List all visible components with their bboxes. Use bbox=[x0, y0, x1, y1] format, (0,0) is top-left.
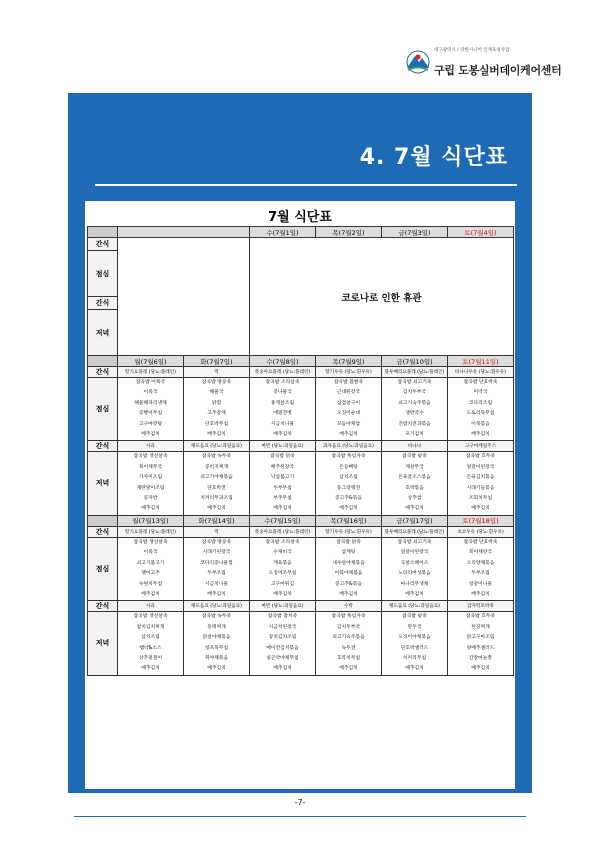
menu-item: 북어채양국 bbox=[468, 550, 493, 556]
menu-item: 홍게살조림 bbox=[270, 400, 295, 406]
day-header: 월(7월13일) bbox=[118, 515, 184, 526]
menu-item: 치커리무과조림 bbox=[200, 496, 233, 502]
snack-cell: 딸기우유 (당뇨:흰우유) bbox=[316, 367, 382, 378]
menu-item: 콩나물국 bbox=[273, 390, 292, 396]
menu-item: 잡곡밥 닭죽 bbox=[336, 539, 361, 545]
menu-item: 배추김치 bbox=[405, 666, 424, 672]
menu-item: 삼치조림 bbox=[339, 475, 358, 481]
menu-item: 고구마맛탕 bbox=[138, 421, 163, 427]
menu-item: 배추김치 bbox=[141, 432, 160, 438]
day-header: 토(7월4일) bbox=[448, 227, 514, 238]
menu-item: 배추김치 bbox=[273, 506, 292, 512]
menu-item: 애밀전병 bbox=[273, 411, 292, 417]
menu-item: 잡곡밥 단호박죽 bbox=[463, 380, 498, 385]
closed-notice: 코로나로 인한 휴관 bbox=[250, 238, 514, 356]
menu-item: 햄약&소스 bbox=[139, 645, 162, 651]
menu-item: 마나리무생채 bbox=[400, 581, 429, 587]
row-label-snack: 간식 bbox=[88, 367, 118, 378]
week1-snack-row bbox=[88, 238, 514, 251]
menu-item: 배추김치 bbox=[273, 432, 292, 438]
snack-cell: 바나나 bbox=[382, 441, 448, 452]
menu-item: 배추김치 bbox=[405, 506, 424, 512]
title-divider bbox=[95, 184, 517, 186]
menu-item: 시금치나물 bbox=[270, 421, 295, 427]
menu-item: 콩고추&볶음 bbox=[335, 496, 362, 502]
lunch-cell bbox=[448, 537, 514, 600]
menu-item: 배추김치 bbox=[207, 506, 226, 512]
menu-item: 잡곡밥 소라삼죽 bbox=[265, 380, 300, 385]
section-title: 4. 7월 식단표 bbox=[359, 145, 508, 170]
lunch-cell bbox=[316, 537, 382, 600]
menu-item: 청포묵무침 bbox=[204, 645, 229, 651]
corner-cell bbox=[88, 515, 118, 526]
menu-item: 쟁반국수 bbox=[405, 411, 424, 417]
menu-item: 돈육김치볶음 bbox=[466, 475, 495, 481]
logo bbox=[406, 46, 566, 80]
menu-item: 잡곡밥 생선살죽 bbox=[133, 539, 168, 545]
menu-item: 잡곡밥 흑임자죽 bbox=[331, 614, 366, 620]
menu-item: 잡곡밥 호두죽 bbox=[465, 454, 496, 460]
snack-row bbox=[88, 367, 514, 378]
menu-item: 팽이고추 bbox=[141, 571, 160, 577]
menu-item: 도토리묵무침 bbox=[466, 411, 495, 417]
menu-item: 배추김치 bbox=[471, 591, 490, 597]
menu-item: 포기김치 bbox=[405, 432, 424, 438]
menu-item: 닭고구마조림 bbox=[466, 635, 495, 641]
snack-cell: 팽도음료 (당뇨:과일음료) bbox=[184, 601, 250, 612]
menu-item: 돈등뼈탕 bbox=[339, 464, 358, 470]
lunch-row bbox=[88, 537, 514, 600]
menu-table bbox=[87, 226, 514, 676]
menu-item: 잡곡밥 땅콩죽 bbox=[201, 380, 232, 385]
menu-item: 잡곡밥 팥죽 bbox=[402, 454, 427, 460]
snack-cell: 딸기요플레 (당뇨:플레인) bbox=[118, 367, 184, 378]
snack-cell: 팽도음료 (당뇨:과일음료) bbox=[382, 601, 448, 612]
menu-item: 꽁치김치조림 bbox=[268, 635, 297, 641]
menu-item: 잡곡밥 생선살죽 bbox=[133, 614, 168, 620]
menu-item: 상추겉절이 bbox=[138, 655, 163, 661]
corner-cell bbox=[88, 356, 118, 367]
menu-item: 잡곡밥 흑임자죽 bbox=[331, 454, 366, 460]
menu-item: 오징어조무침 bbox=[268, 571, 297, 577]
day-header-blank bbox=[118, 227, 250, 238]
menu-item: 배추김치 bbox=[471, 506, 490, 512]
snack-cell: 팽도음료 (당뇨:과일음료) bbox=[184, 441, 250, 452]
snack-cell: 감자떡호박죽 bbox=[448, 601, 514, 612]
menu-item: 동그랑땡전 bbox=[336, 485, 361, 491]
week1-header-row bbox=[88, 227, 514, 238]
row-label-dinner: 저녁 bbox=[88, 612, 118, 675]
menu-item: 상추쌈 bbox=[407, 496, 422, 502]
menu-item: 오징어야채볶음 bbox=[398, 635, 431, 641]
lunch-cell bbox=[448, 378, 514, 441]
menu-item: 콩고추&볶음 bbox=[335, 581, 362, 587]
day-header: 월(7월6일) bbox=[118, 356, 184, 367]
snack-cell: 바나나우유 (당뇨:흰우유) bbox=[448, 367, 514, 378]
menu-item: 잡곡밥 찹쌀죽 bbox=[333, 380, 364, 385]
menu-item: 배추김치 bbox=[405, 591, 424, 597]
dinner-row bbox=[88, 452, 514, 515]
menu-item: 해물국 bbox=[209, 390, 224, 396]
snack-cell: 딸기우유 (당뇨:흰우유) bbox=[316, 526, 382, 537]
content-panel bbox=[68, 93, 532, 793]
dinner-cell bbox=[184, 612, 250, 675]
menu-item: 간장마늘쫑 bbox=[468, 655, 493, 661]
menu-item: 잡곡밥 닭죽 bbox=[270, 454, 295, 460]
menu-item: 삼치조림 bbox=[141, 635, 160, 641]
menu-item: 노타리버섯볶음 bbox=[398, 571, 431, 577]
menu-item: 단호박무침 bbox=[204, 421, 229, 427]
menu-item: 호박볶음 bbox=[405, 485, 424, 491]
menu-item: 두부조림 bbox=[207, 571, 226, 577]
row-label-lunch: 점심 bbox=[88, 251, 118, 297]
menu-item: 치커리무침 bbox=[402, 655, 427, 661]
dinner-cell bbox=[448, 452, 514, 515]
menu-item: 콩빵이무침 bbox=[138, 411, 163, 417]
menu-item: 호복치무침 bbox=[336, 655, 361, 661]
menu-item: 배추김치 bbox=[207, 666, 226, 672]
menu-item: 동태찌개 bbox=[207, 624, 226, 630]
page-number: -7- bbox=[294, 798, 306, 807]
menu-item: 우원치무침 bbox=[138, 581, 163, 587]
menu-item: 근대된장국 bbox=[336, 390, 361, 396]
menu-item: 배추김치 bbox=[339, 432, 358, 438]
menu-item: 콩자반 bbox=[143, 496, 158, 502]
menu-item: 곡살소떼어조 bbox=[400, 560, 429, 566]
row-label-snack: 간식 bbox=[88, 297, 118, 310]
menu-item: 메이컨김치볶음 bbox=[266, 645, 299, 651]
menu-item: 시래기들볶음 bbox=[466, 485, 495, 491]
menu-item: 배추김치 bbox=[339, 666, 358, 672]
menu-item: 어묵볶음 bbox=[471, 421, 490, 427]
menu-item: 삼겹살구이 bbox=[336, 400, 361, 406]
menu-item: 잡곡밥 찹치죽 bbox=[267, 614, 298, 620]
snack-cell: 사과 bbox=[118, 601, 184, 612]
dinner-cell bbox=[250, 452, 316, 515]
menu-item: 잡곡밥 녹두죽 bbox=[201, 454, 232, 460]
row-label-snack: 간식 bbox=[88, 238, 118, 251]
menu-item: 배추김치 bbox=[141, 591, 160, 597]
menu-item: 배추김치 bbox=[141, 666, 160, 672]
day-header: 토(7월18일) bbox=[448, 515, 514, 526]
menu-item: 수제비국 bbox=[273, 550, 292, 556]
menu-item: 모듬야채쌈 bbox=[336, 421, 361, 427]
dinner-row bbox=[88, 612, 514, 675]
snack-cell: 복숭아요플레 (당뇨:플레인) bbox=[250, 526, 316, 537]
dinner-cell bbox=[250, 612, 316, 675]
menu-item: 가자미조림 bbox=[138, 475, 163, 481]
row-label-snack: 간식 bbox=[88, 526, 118, 537]
menu-item: 잡곡밥 녹두죽 bbox=[201, 614, 232, 620]
snack-row bbox=[88, 526, 514, 537]
day-header: 목(7월2일) bbox=[316, 227, 382, 238]
lunch-row bbox=[88, 378, 514, 441]
snack-cell: 초코우유 (당뇨:흰우유) bbox=[448, 526, 514, 537]
menu-item: 배추김치 bbox=[471, 666, 490, 672]
menu-sheet bbox=[85, 201, 515, 789]
menu-item: 두부조림 bbox=[471, 571, 490, 577]
snack-cell: 수박 bbox=[316, 601, 382, 612]
snack-cell: 블루베리요플레 (당뇨:플레인) bbox=[382, 526, 448, 537]
lunch-cell bbox=[382, 537, 448, 600]
menu-item: 새우살야채볶음 bbox=[332, 560, 365, 566]
menu-item: 실곤약야채무침 bbox=[266, 655, 299, 661]
menu-item: 미역국 bbox=[473, 390, 488, 396]
menu-item: 잡곡밥 땅콩죽 bbox=[201, 539, 232, 545]
menu-item: 쇠고기불고기 bbox=[136, 560, 165, 566]
day-header: 화(7월7일) bbox=[184, 356, 250, 367]
menu-item: 어묵야채볶음 bbox=[334, 571, 363, 577]
menu-item: 오징어순대 bbox=[336, 411, 361, 417]
menu-item: 삼계탕 bbox=[341, 550, 356, 556]
menu-item: 잡곡밥 호두죽 bbox=[465, 614, 496, 620]
dinner-cell bbox=[316, 612, 382, 675]
menu-item: 두부무침 bbox=[273, 485, 292, 491]
snack-cell: 복숭아요플레 (당뇨:플레인) bbox=[250, 367, 316, 378]
day-header: 수(7월15일) bbox=[250, 515, 316, 526]
menu-item: 배추김치 bbox=[471, 432, 490, 438]
lunch-cell bbox=[382, 378, 448, 441]
snack-cell: 과자음료 (당뇨:과일음료) bbox=[316, 441, 382, 452]
lunch-cell bbox=[250, 378, 316, 441]
week-header-row bbox=[88, 515, 514, 526]
menu-item: 낙삼불고기 bbox=[270, 475, 295, 481]
row-label-snack: 간식 bbox=[88, 441, 118, 452]
menu-item: 만두국 bbox=[407, 624, 422, 630]
lunch-cell bbox=[118, 378, 184, 441]
day-header: 금(7월17일) bbox=[382, 515, 448, 526]
row-label-snack: 간식 bbox=[88, 601, 118, 612]
day-header: 화(7월14일) bbox=[184, 515, 250, 526]
menu-item: 시금치된장국 bbox=[268, 624, 297, 630]
menu-item: 시래기된장국 bbox=[202, 550, 231, 556]
corner-cell bbox=[88, 227, 118, 238]
menu-item: 얼갈이된장국 bbox=[466, 464, 495, 470]
menu-item: 배추김치 bbox=[339, 591, 358, 597]
menu-item: 콩비지찌개 bbox=[204, 464, 229, 470]
center-name: 구립 도봉실버데이케어센터 bbox=[434, 64, 562, 77]
menu-item: 돈육굴소스볶음 bbox=[398, 475, 431, 481]
menu-item: 잡곡밥 팥죽 bbox=[402, 614, 427, 620]
menu-item: 코다리조림 bbox=[468, 400, 493, 406]
menu-item: 단호박샐러드 bbox=[400, 645, 429, 651]
snack-cell: 마빈 (당뇨:과일음료) bbox=[250, 601, 316, 612]
day-header: 토(7월11일) bbox=[448, 356, 514, 367]
mountain-logo-icon bbox=[406, 50, 430, 74]
menu-item: 어묵국 bbox=[143, 390, 158, 396]
menu-item: 닭살야채볶음 bbox=[202, 635, 231, 641]
menu-item: 쇠고기야채볶음 bbox=[200, 475, 233, 481]
menu-item: 닭찜 bbox=[211, 400, 222, 406]
menu-item: 배추김치 bbox=[207, 591, 226, 597]
snack-row bbox=[88, 441, 514, 452]
menu-item: 잡곡밥 어묵국 bbox=[135, 380, 166, 385]
dinner-cell bbox=[118, 452, 184, 515]
menu-item: 녹두전 bbox=[341, 645, 356, 651]
logo-org-text: 대구광역시 / 강한시니어 인재육성사업 bbox=[434, 48, 510, 53]
menu-item: 계란말이조림 bbox=[136, 485, 165, 491]
dinner-cell bbox=[448, 612, 514, 675]
week-header-row bbox=[88, 356, 514, 367]
dinner-cell bbox=[382, 452, 448, 515]
snack-cell: 떡 bbox=[184, 367, 250, 378]
snack-cell: 떡 bbox=[184, 526, 250, 537]
day-header: 수(7월1일) bbox=[250, 227, 316, 238]
menu-item: 잡곡밥 소라살죽 bbox=[265, 539, 300, 545]
menu-item: 참치김치찌개 bbox=[136, 624, 165, 630]
bottom-line bbox=[74, 816, 526, 817]
day-header: 금(7월10일) bbox=[382, 356, 448, 367]
snack-row bbox=[88, 601, 514, 612]
row-label-dinner: 저녁 bbox=[88, 452, 118, 515]
day-header: 수(7월8일) bbox=[250, 356, 316, 367]
menu-item: 배추김치 bbox=[273, 666, 292, 672]
menu-item: 배추김치 bbox=[141, 506, 160, 512]
menu-item: 시금치나물 bbox=[204, 581, 229, 587]
menu-item: 조회치무침 bbox=[468, 496, 493, 502]
menu-item: 취야채볶음 bbox=[204, 655, 229, 661]
lunch-cell bbox=[184, 537, 250, 600]
menu-item: 잡곡밥 단호박죽 bbox=[463, 539, 498, 545]
menu-item: 단호박전 bbox=[207, 485, 226, 491]
row-label-lunch: 점심 bbox=[88, 378, 118, 441]
row-label-lunch: 점심 bbox=[88, 537, 118, 600]
menu-item: 배추김치 bbox=[339, 506, 358, 512]
day-header: 목(7월9일) bbox=[316, 356, 382, 367]
lunch-cell bbox=[118, 537, 184, 600]
menu-item: 잡곡밥 생선살죽 bbox=[133, 454, 168, 460]
day-header: 목(7월16일) bbox=[316, 515, 382, 526]
menu-item: 잡곡밥 쇠고기죽 bbox=[397, 380, 432, 385]
snack-cell: 블루베리요플레 (당뇨:플레인) bbox=[382, 367, 448, 378]
menu-item: 쇠고기숙주볶음 bbox=[398, 400, 431, 406]
dinner-cell bbox=[316, 452, 382, 515]
snack-cell: 딸기요플레 (당뇨:플레인) bbox=[118, 526, 184, 537]
lunch-cell bbox=[250, 537, 316, 600]
sheet-title: 7월 식단표 bbox=[268, 210, 332, 225]
menu-item: 고추장채 bbox=[207, 411, 226, 417]
menu-item: 쇠고기숙주볶음 bbox=[332, 635, 365, 641]
dinner-cell bbox=[184, 452, 250, 515]
snack-cell: 마빈 (당뇨:과일음료) bbox=[250, 441, 316, 452]
menu-item: 어묵국 bbox=[143, 550, 158, 556]
menu-item: 진밤치견과볶음 bbox=[398, 421, 431, 427]
dinner-cell bbox=[118, 612, 184, 675]
menu-item: 배추김치 bbox=[207, 432, 226, 438]
snack-cell: 고구마케일주스 bbox=[448, 441, 514, 452]
menu-item: 잡곡밥 쇠고기죽 bbox=[397, 539, 432, 545]
menu-item: 얼갈이된장국 bbox=[400, 550, 429, 556]
snack-cell: 사과 bbox=[118, 441, 184, 452]
row-label-dinner: 저녁 bbox=[88, 310, 118, 356]
menu-item: 김치두부국 bbox=[402, 390, 427, 396]
menu-item: 얼갈이나물 bbox=[468, 581, 493, 587]
day-header: 금(7월3일) bbox=[382, 227, 448, 238]
menu-item: 양배추샐러드 bbox=[466, 645, 495, 651]
menu-item: 계살무국 bbox=[405, 464, 424, 470]
menu-item: 북어채무국 bbox=[138, 464, 163, 470]
menu-item: 계육볶음 bbox=[273, 560, 292, 566]
blank-cell bbox=[118, 238, 250, 356]
lunch-cell bbox=[316, 378, 382, 441]
dinner-cell bbox=[382, 612, 448, 675]
menu-item: 배추김치 bbox=[273, 591, 292, 597]
menu-item: 김치두부국 bbox=[336, 624, 361, 630]
menu-item: 된장찌개 bbox=[471, 624, 490, 630]
menu-item: 코다리콩나물찜 bbox=[200, 560, 233, 566]
menu-item: 부추무침 bbox=[273, 496, 292, 502]
menu-item: 해물해파리냉채 bbox=[134, 400, 167, 406]
menu-item: 배추된장국 bbox=[270, 464, 295, 470]
menu-item: 오리양채볶음 bbox=[466, 560, 495, 566]
lunch-cell bbox=[184, 378, 250, 441]
menu-item: 고구마튀김 bbox=[270, 581, 295, 587]
